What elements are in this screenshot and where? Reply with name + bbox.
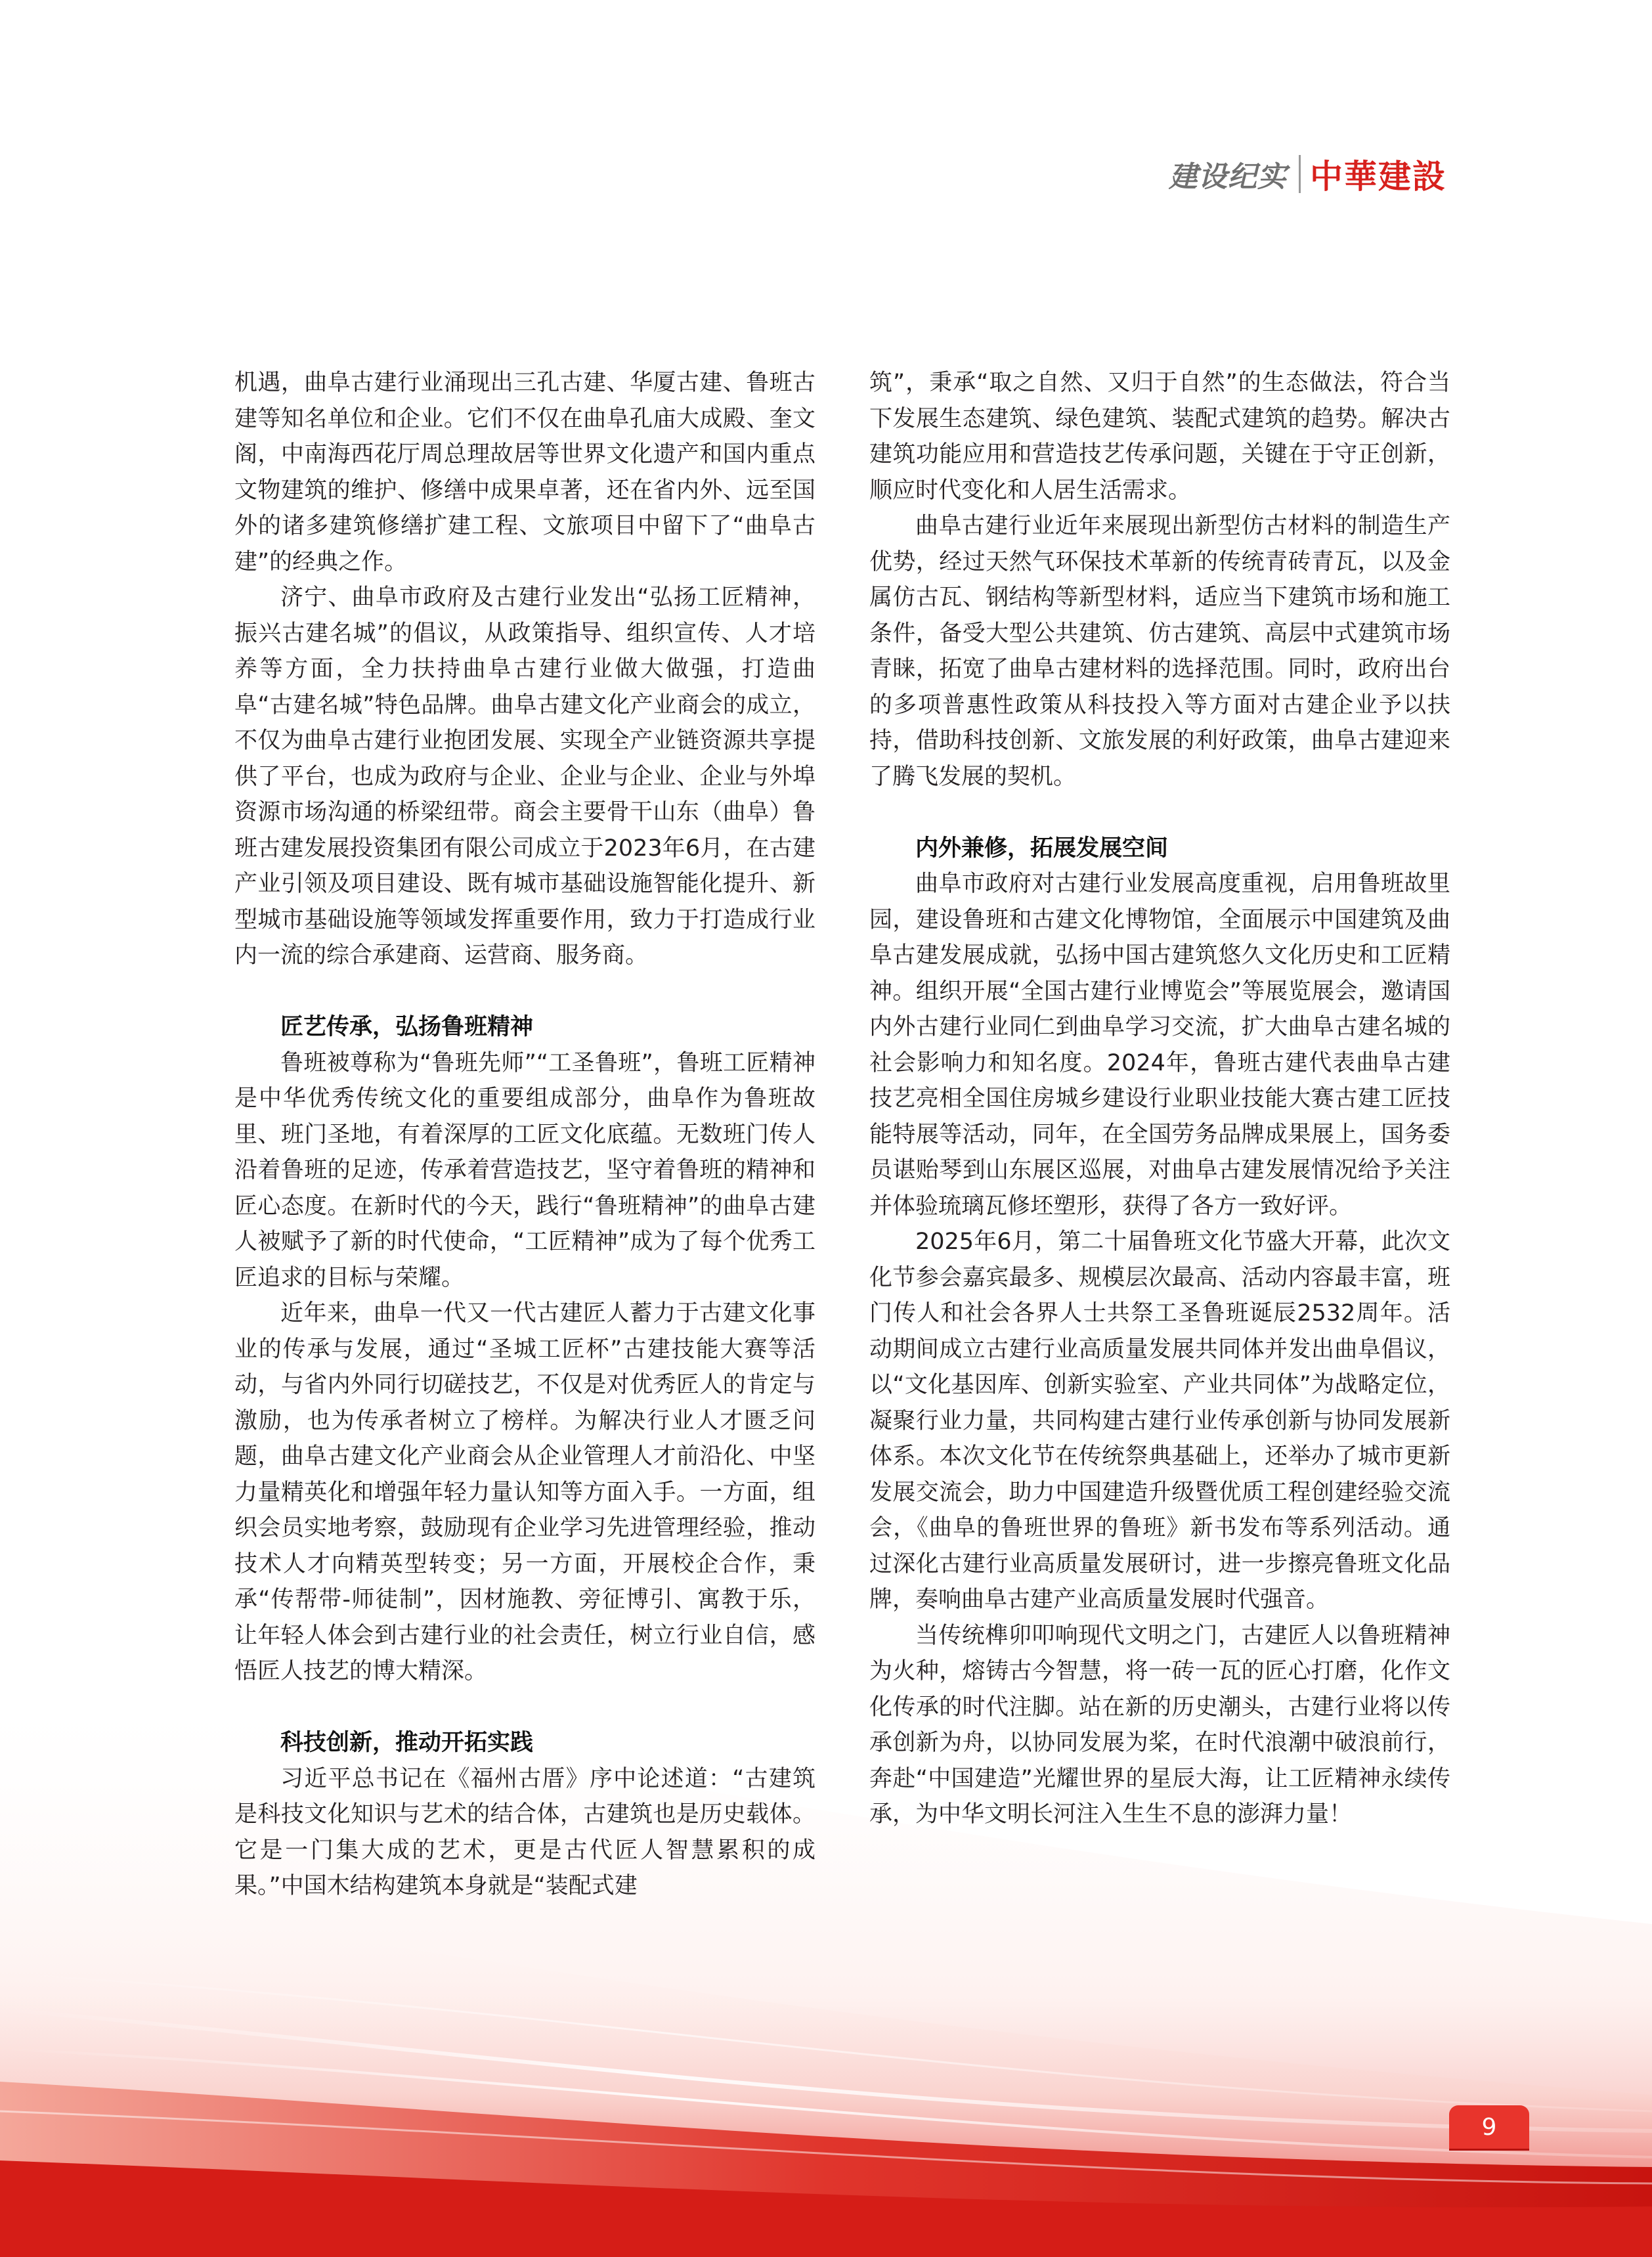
paragraph: 当传统榫卯叩响现代文明之门，古建匠人以鲁班精神为火种，熔铸古今智慧，将一砖一瓦的匠心打磨，化作文化传承的时代注脚。站在新的历史潮头，古建行业将以传承创新为舟，以协同发展为桨，在时代浪潮中破浪前行，奔赴“中国建造”光耀世界的星辰大海，让工匠精神永续传承，为中华文明长河注入生生不息的澎湃力量！ <box>869 1622 1450 1828</box>
header-divider <box>1299 155 1301 193</box>
paragraph: 2025年6月，第二十届鲁班文化节盛大开幕，此次文化节参会嘉宾最多、规模层次最高、活动内容最丰富，班门传人和社会各界人士共祭工圣鲁班诞辰2532周年。活动期间成立古建行业高质量发展共同体并发出曲阜倡议，以“文化基因库、创新实验室、产业共同体”为战略定位，凝聚行业力量，共同构建古建行业传承创新与协同发展新体系。本次文化节在传统祭典基础上，还举办了城市更新发展交流会，助力中国建造升级暨优质工程创建经验交流会，《曲阜的鲁班世界的鲁班》新书发布等系列活动。通过深化古建行业高质量发展研讨，进一步擦亮鲁班文化品牌，奏响曲阜古建产业高质量发展时代强音。 <box>869 1229 1450 1613</box>
section-title: 建设纪实 <box>1169 160 1287 194</box>
page-header <box>1169 148 1477 200</box>
paragraph: 筑”，秉承“取之自然、又归于自然”的生态做法，符合当下发展生态建筑、绿色建筑、装配式建筑的趋势。解决古建筑功能应用和营造技艺传承问题，关键在于守正创新，顺应时代变化和人居生活需求。 <box>869 370 1450 504</box>
left-column <box>234 365 815 1904</box>
section-heading: 内外兼修，拓展发展空间 <box>915 835 1169 862</box>
paragraph: 习近平总书记在《福州古厝》序中论述道：“古建筑是科技文化知识与艺术的结合体，古建筑也是历史载体。它是一门集大成的艺术，更是古代匠人智慧累积的成果。”中国木结构建筑本身就是“装配式建 <box>234 1765 815 1899</box>
paragraph: 鲁班被尊称为“鲁班先师”“工圣鲁班”，鲁班工匠精神是中华优秀传统文化的重要组成部分，曲阜作为鲁班故里、班门圣地，有着深厚的工匠文化底蕴。无数班门传人沿着鲁班的足迹，传承着营造技艺，坚守着鲁班的精神和匠心态度。在新时代的今天，践行“鲁班精神”的曲阜古建人被赋予了新的时代使命，“工匠精神”成为了每个优秀工匠追求的目标与荣耀。 <box>234 1049 815 1291</box>
paragraph: 曲阜古建行业近年来展现出新型仿古材料的制造生产优势，经过天然气环保技术革新的传统青砖青瓦，以及金属仿古瓦、钢结构等新型材料，适应当下建筑市场和施工条件，备受大型公共建筑、仿古建筑、高层中式建筑市场青睐，拓宽了曲阜古建材料的选择范围。同时，政府出台的多项普惠性政策从科技投入等方面对古建企业予以扶持，借助科技创新、文旅发展的利好政策，曲阜古建迎来了腾飞发展的契机。 <box>869 513 1450 790</box>
page-number-underline <box>1449 2149 1529 2151</box>
paragraph: 济宁、曲阜市政府及古建行业发出“弘扬工匠精神，振兴古建名城”的倡议，从政策指导、组织宣传、人才培养等方面，全力扶持曲阜古建行业做大做强，打造曲阜“古建名城”特色品牌。曲阜古建文化产业商会的成立，不仅为曲阜古建行业抱团发展、实现全产业链资源共享提供了平台，也成为政府与企业、企业与企业、企业与外埠资源市场沟通的桥梁纽带。商会主要骨干山东（曲阜）鲁班古建发展投资集团有限公司成立于2023年6月，在古建产业引领及项目建设、既有城市基础设施智能化提升、新型城市基础设施等领域发挥重要作用，致力于打造成行业内一流的综合承建商、运营商、服务商。 <box>234 584 815 969</box>
paragraph: 曲阜市政府对古建行业发展高度重视，启用鲁班故里园，建设鲁班和古建文化博物馆，全面展示中国建筑及曲阜古建发展成就，弘扬中国古建筑悠久文化历史和工匠精神。组织开展“全国古建行业博览会”等展览展会，邀请国内外古建行业同仁到曲阜学习交流，扩大曲阜古建名城的社会影响力和知名度。2024年，鲁班古建代表曲阜古建技艺亮相全国住房城乡建设行业职业技能大赛古建工匠技能特展等活动，同年，在全国劳务品牌成果展上，国务委员谌贻琴到山东展区巡展，对曲阜古建发展情况给予关注并体验琉璃瓦修坯塑形，获得了各方一致好评。 <box>869 871 1450 1219</box>
paragraph: 机遇，曲阜古建行业涌现出三孔古建、华厦古建、鲁班古建等知名单位和企业。它们不仅在曲阜孔庙大成殿、奎文阁，中南海西花厅周总理故居等世界文化遗产和国内重点文物建筑的维护、修缮中成果卓著，还在省内外、远至国外的诸多建筑修缮扩建工程、文旅项目中留下了“曲阜古建”的经典之作。 <box>234 370 815 575</box>
page-number: 9 <box>1449 2105 1529 2149</box>
right-column <box>869 365 1450 1833</box>
section-heading: 科技创新，推动开拓实践 <box>280 1730 534 1756</box>
section-heading: 匠艺传承，弘扬鲁班精神 <box>280 1014 534 1040</box>
paragraph: 近年来，曲阜一代又一代古建匠人蓄力于古建文化事业的传承与发展，通过“圣城工匠杯”古建技能大赛等活动，与省内外同行切磋技艺，不仅是对优秀匠人的肯定与激励，也为传承者树立了榜样。为解决行业人才匮乏问题，曲阜古建文化产业商会从企业管理人才前沿化、中坚力量精英化和增强年轻力量认知等方面入手。一方面，组织会员实地考察，鼓励现有企业学习先进管理经验，推动技术人才向精英型转变；另一方面，开展校企合作，秉承“传帮带-师徒制”，因材施教、旁征博引、寓教于乐，让年轻人体会到古建行业的社会责任，树立行业自信，感悟匠人技艺的博大精深。 <box>234 1300 815 1684</box>
magazine-brand-logo: 中華建設 <box>1310 157 1446 196</box>
